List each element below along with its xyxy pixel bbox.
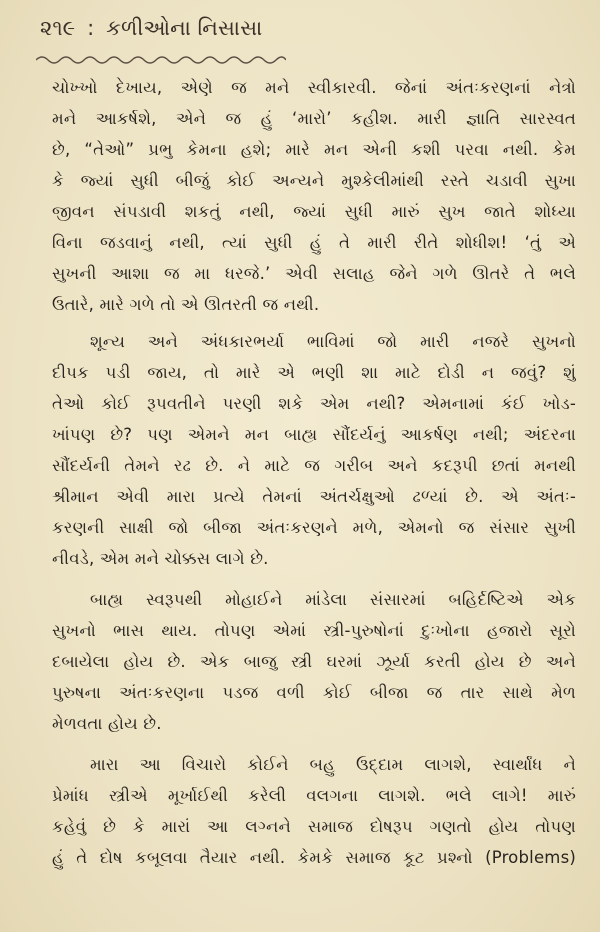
paragraph-1 bbox=[52, 72, 576, 320]
text-line: કરણની સાક્ષી જો બીજા અંતઃકરણને મળે, એમનો જ સંસાર સુખી bbox=[52, 518, 576, 537]
paragraph-2 bbox=[52, 326, 576, 574]
page-header bbox=[40, 16, 262, 41]
text-line: ચોખ્ખો દેખાય, એણે જ મને સ્વીકારવી. જેનાં અંતઃકરણનાં નેત્રો bbox=[52, 78, 576, 97]
paragraph-3 bbox=[52, 584, 576, 739]
paragraph-4 bbox=[52, 749, 576, 873]
page-number: ૨૧૯ bbox=[40, 16, 76, 40]
text-line: શૂન્ય અને અંધકારભર્યા ભાવિમાં જો મારી નજરે સુખનો bbox=[90, 332, 576, 351]
text-line: સુખનો ભાસ થાય. તોપણ એમાં સ્ત્રી-પુરુષોનાં દુઃખોના હજારો સૂરો bbox=[52, 621, 576, 640]
text-line: જીવન સંપડાવી શકતું નથી, જ્યાં સુધી મારું સુખ જાતે શોધ્યા bbox=[52, 202, 576, 221]
text-line: મારા આ વિચારો કોઈને બહુ ઉદ્દામ લાગશે, સ્વાર્થાંધ ને bbox=[90, 755, 576, 774]
body-text bbox=[52, 72, 576, 883]
text-line: નીવડે, એમ મને ચોક્કસ લાગે છે. bbox=[52, 549, 269, 568]
text-line: સુખની આશા જ મા ધરજે.’ એવી સલાહ જેને ગળે ઊતરે તે ભલે bbox=[52, 264, 576, 283]
text-line: બાહ્ય સ્વરૂપથી મોહાઈને માંડેલા સંસારમાં બહિર્દષ્ટિએ એક bbox=[90, 590, 576, 609]
chapter-title: કળીઓના નિસાસા bbox=[106, 16, 263, 40]
text-line: પ્રેમાંધ સ્ત્રીએ મૂર્ખાઈથી કરેલી વલગના લાગશે. ભલે લાગે! મારું bbox=[52, 786, 576, 805]
text-line: દીપક પડી જાય, તો મારે એ ભણી શા માટે દોડી ન જવું? શું bbox=[52, 363, 576, 382]
header-wavy-underline bbox=[36, 54, 286, 66]
text-line: ખાંપણ છે? પણ એમને મન બાહ્ય સૌંદર્યનું આકર્ષણ નથી; અંદરના bbox=[52, 425, 576, 444]
text-line: છે, “તેઓ” પ્રભુ કેમના હશે; મારે મન એની કશી પરવા નથી. કેમ bbox=[52, 140, 576, 159]
text-line: હું તે દોષ કબૂલવા તૈયાર નથી. કેમકે સમાજ કૂટ પ્રશ્નો (Problems) bbox=[52, 848, 576, 867]
text-line: તેઓ કોઈ રૂપવતીને પરણી શકે એમ નથી? એમનામાં કંઈ ખોડ- bbox=[52, 394, 576, 413]
text-line: કહેવું છે કે મારાં આ લગ્નને સમાજ દોષરૂપ ગણતો હોય તોપણ bbox=[52, 817, 576, 836]
text-line: ઉતારે, મારે ગળે તો એ ઊતરતી જ નથી. bbox=[52, 295, 320, 314]
text-line: મેળવતા હોય છે. bbox=[52, 714, 162, 733]
text-line: મને આકર્ષશે, એને જ હું ‘મારો’ કહીશ. મારી જ્ઞાતિ સારસ્વત bbox=[52, 109, 576, 128]
text-line: પુરુષના અંતઃકરણના પડજ વળી કોઈ બીજા જ તાર સાથે મેળ bbox=[52, 683, 576, 702]
text-line: દબાયેલા હોય છે. એક બાજુ સ્ત્રી ઘરમાં ઝૂર્યા કરતી હોય છે અને bbox=[52, 652, 576, 671]
text-line: શ્રીમાન એવી મારા પ્રત્યે તેમનાં અંતર્ચક્ષુઓ ઢળ્યાં છે. એ અંતઃ- bbox=[52, 487, 576, 506]
header-separator: : bbox=[87, 16, 95, 40]
text-line: સૌંદર્યની તેમને રઢ છે. ને માટે જ ગરીબ અને કદરૂપી છતાં મનથી bbox=[52, 456, 576, 475]
text-line: કે જ્યાં સુધી બીજું કોઈ અન્યને મુશ્કેલીમાંથી રસ્તે ચડાવી સુખા bbox=[52, 171, 576, 190]
text-line: વિના જડવાનું નથી, ત્યાં સુધી હું તે મારી રીતે શોધીશ! ‘તું એ bbox=[52, 233, 576, 252]
